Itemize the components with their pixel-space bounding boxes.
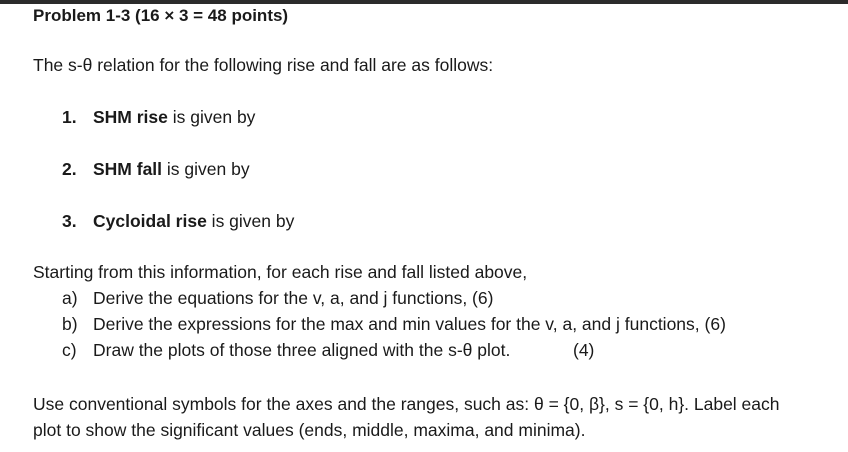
conventions-line-2: plot to show the significant values (ends, middle, maxima, and minima).	[33, 420, 586, 440]
task-b	[62, 314, 726, 335]
item-term: SHM fall	[93, 159, 163, 179]
item-text: is given by	[206, 211, 295, 231]
task-text: Derive the equations for the v, a, and j functions, (6)	[93, 288, 494, 308]
item-number: 3.	[62, 211, 77, 231]
conventions-line-1: Use conventional symbols for the axes and the ranges, such as: θ = {0, β}, s = {0, h}. Label each	[33, 394, 780, 414]
item-term: SHM rise	[93, 107, 168, 127]
task-label: c)	[62, 340, 77, 360]
top-border	[0, 0, 848, 4]
list-item-cycloidal-rise	[62, 211, 294, 232]
task-label: a)	[62, 288, 78, 308]
task-label: b)	[62, 314, 78, 334]
item-term: Cycloidal rise	[93, 211, 207, 231]
task-text: Draw the plots of those three aligned with the s-θ plot.	[93, 340, 511, 360]
list-item-shm-rise	[62, 107, 255, 128]
item-text: is given by	[167, 107, 256, 127]
item-number: 2.	[62, 159, 77, 179]
task-a	[62, 288, 493, 309]
intro-text: The s-θ relation for the following rise and fall are as follows:	[33, 55, 494, 75]
list-item-shm-fall	[62, 159, 250, 180]
problem-heading: Problem 1-3 (16 × 3 = 48 points)	[33, 6, 289, 25]
starting-text: Starting from this information, for each rise and fall listed above,	[33, 262, 528, 282]
item-text: is given by	[162, 159, 250, 179]
task-text: Derive the expressions for the max and min values for the v, a, and j functions, (6)	[93, 314, 726, 334]
task-points: (4)	[573, 340, 595, 360]
item-number: 1.	[62, 107, 77, 127]
task-c	[62, 340, 595, 361]
